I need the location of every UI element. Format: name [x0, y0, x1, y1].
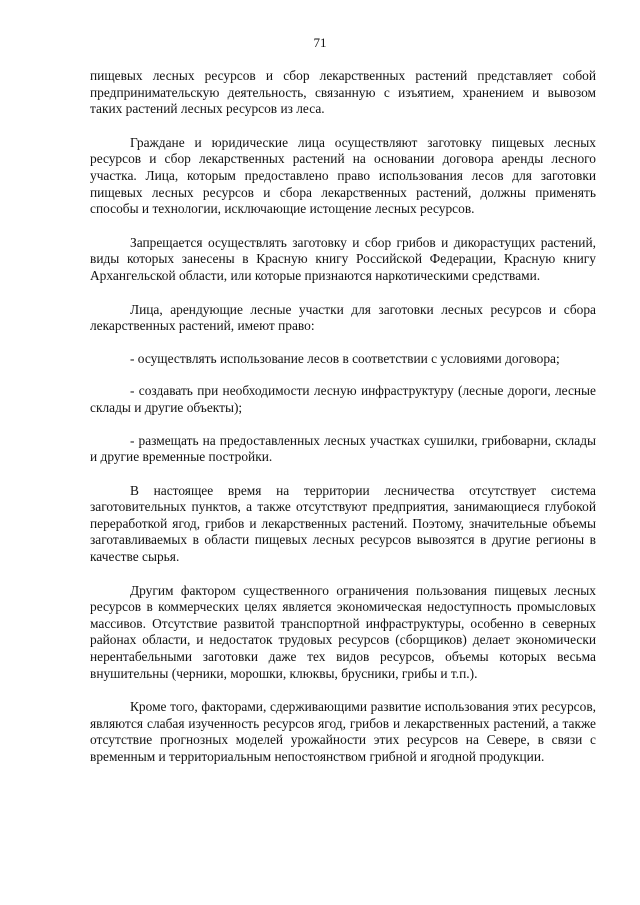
paragraph-2: Граждане и юридические лица осуществляют заготовку пищевых лесных ресурсов и сбор лекарственных растений на основании договора аренды лесного участка. Лица, которым предоставлено право использования лесов для заготовки пищевых лесных ресурсов и сбора лекарственных растений, должны применять способы и технологии, исключающие истощение лесных ресурсов. [90, 134, 596, 217]
paragraph-5: В настоящее время на территории лесничества отсутствует система заготовительных пунктов, а также отсутствуют предприятия, занимающиеся глубокой переработкой ягод, грибов и лекарственных растений. Поэтому, значительные объемы заготавливаемых в области пищевых лесных ресурсов вывозятся в другие регионы в качестве сырья. [90, 482, 596, 565]
paragraph-3: Запрещается осуществлять заготовку и сбор грибов и дикорастущих растений, виды которых занесены в Красную книгу Российской Федерации, Красную книгу Архангельской области, или которые признаются наркотическими средствами. [90, 234, 596, 283]
list-item-1: - осуществлять использование лесов в соответствии с условиями договора; [130, 350, 560, 366]
page-number: 71 [313, 35, 327, 50]
paragraph-7: Кроме того, факторами, сдерживающими развитие использования этих ресурсов, являются слабая изученность ресурсов ягод, грибов и лекарственных растений, а также отсутствие прогнозных моделей урожайности этих ресурсов на Севере, в связи с временным и территориальным непостоянством грибной и ягодной продукции. [90, 699, 596, 764]
paragraph-6: Другим фактором существенного ограничения пользования пищевых лесных ресурсов в коммерческих целях является экономическая недоступность промысловых массивов. Отсутствие развитой транспортной инфраструктуры, особенно в северных районах области, и недостаток трудовых ресурсов (сборщиков) делает экономически нерентабельными заготовки даже тех видов ресурсов, объемы которых весьма внушительны (черники, морошки, клюквы, брусники, грибы и т.п.). [90, 582, 596, 681]
paragraph-1: пищевых лесных ресурсов и сбор лекарственных растений представляет собой предпринимательскую деятельность, связанную с изъятием, хранением и вывозом таких растений лесных ресурсов из леса. [90, 68, 596, 117]
list-item-2: - создавать при необходимости лесную инфраструктуру (лесные дороги, лесные склады и другие объекты); [90, 383, 596, 415]
list-item-3: - размещать на предоставленных лесных участках сушилки, грибоварни, склады и другие временные постройки. [90, 432, 596, 465]
paragraph-4: Лица, арендующие лесные участки для заготовки лесных ресурсов и сбора лекарственных растений, имеют право: [90, 301, 596, 334]
document-body [90, 68, 596, 766]
